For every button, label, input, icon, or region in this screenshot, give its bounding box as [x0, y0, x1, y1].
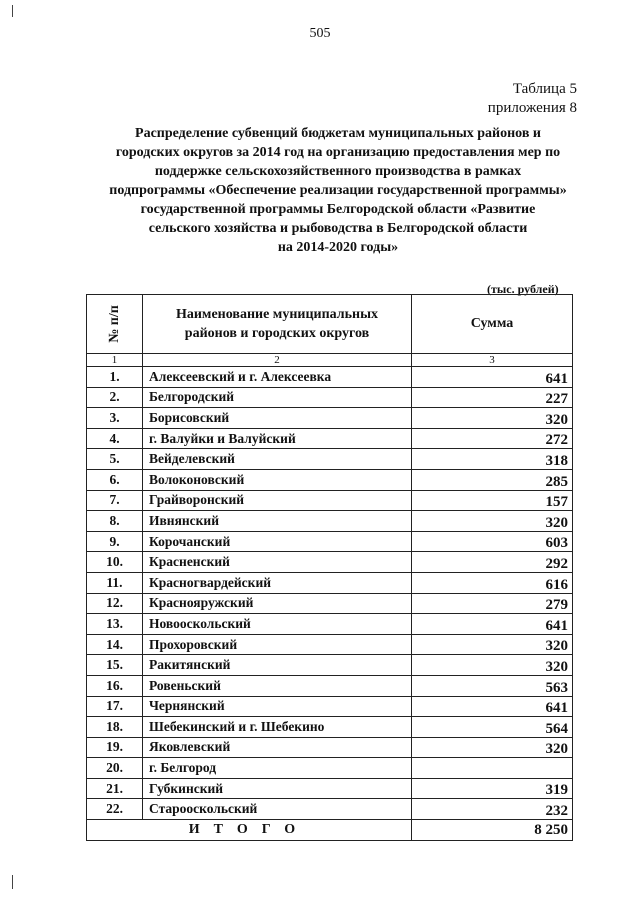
row-num: 1.	[87, 367, 143, 388]
row-sum: 272	[412, 428, 573, 449]
table-row	[87, 675, 573, 696]
table-row	[87, 614, 573, 635]
title-line: сельского хозяйства и рыбоводства в Белгородской области	[148, 221, 528, 236]
row-name: Яковлевский	[143, 737, 412, 758]
row-num: 10.	[87, 552, 143, 573]
row-name: Волоконовский	[143, 469, 412, 490]
row-num: 3.	[87, 408, 143, 429]
row-num: 21.	[87, 778, 143, 799]
row-num: 9.	[87, 531, 143, 552]
scan-edge-mark	[12, 5, 13, 17]
table-row	[87, 799, 573, 820]
row-sum: 320	[412, 634, 573, 655]
row-name: Губкинский	[143, 778, 412, 799]
row-sum: 285	[412, 469, 573, 490]
row-num: 17.	[87, 696, 143, 717]
row-sum: 563	[412, 675, 573, 696]
table-row	[87, 511, 573, 532]
table-row	[87, 655, 573, 676]
row-name: Алексеевский и г. Алексеевка	[143, 367, 412, 388]
row-num: 14.	[87, 634, 143, 655]
row-name: Красненский	[143, 552, 412, 573]
table-row	[87, 449, 573, 470]
row-name: г. Валуйки и Валуйский	[143, 428, 412, 449]
table-row	[87, 387, 573, 408]
table-row	[87, 408, 573, 429]
column-index: 3	[412, 354, 573, 367]
row-sum: 227	[412, 387, 573, 408]
row-sum: 232	[412, 799, 573, 820]
table-ref-line2: приложения 8	[487, 100, 577, 116]
row-sum: 292	[412, 552, 573, 573]
title-line: подпрограммы «Обеспечение реализации государственной программы»	[109, 183, 567, 198]
total-row	[87, 820, 573, 841]
row-num: 6.	[87, 469, 143, 490]
row-name: Новооскольский	[143, 614, 412, 635]
row-name: Вейделевский	[143, 449, 412, 470]
row-name: Красногвардейский	[143, 572, 412, 593]
table-row	[87, 593, 573, 614]
total-sum: 8 250	[412, 820, 573, 841]
row-sum: 279	[412, 593, 573, 614]
row-num: 16.	[87, 675, 143, 696]
row-num: 12.	[87, 593, 143, 614]
row-name: Ракитянский	[143, 655, 412, 676]
table-row	[87, 758, 573, 779]
row-name: Краснояружский	[143, 593, 412, 614]
total-label: ИТОГО	[87, 820, 412, 841]
row-name: Белгородский	[143, 387, 412, 408]
unit-label: (тыс. рублей)	[487, 282, 559, 296]
header-name-line2: районов и городских округов	[184, 326, 370, 341]
table-row	[87, 634, 573, 655]
document-title	[88, 124, 588, 257]
row-sum: 320	[412, 737, 573, 758]
row-num: 2.	[87, 387, 143, 408]
page-number: 505	[309, 26, 331, 41]
subvention-table	[86, 294, 573, 841]
table-row	[87, 717, 573, 738]
row-num: 22.	[87, 799, 143, 820]
title-line: Распределение субвенций бюджетам муниципальных районов и	[135, 126, 541, 141]
table-ref-line1: Таблица 5	[512, 81, 577, 97]
row-name: Борисовский	[143, 408, 412, 429]
row-sum: 641	[412, 614, 573, 635]
row-sum: 318	[412, 449, 573, 470]
row-num: 11.	[87, 572, 143, 593]
row-num: 7.	[87, 490, 143, 511]
row-name: г. Белгород	[143, 758, 412, 779]
header-num-label: № п/п	[106, 305, 122, 343]
title-line: городских округов за 2014 год на организацию предоставления мер по	[115, 145, 561, 160]
table-row	[87, 367, 573, 388]
row-sum: 157	[412, 490, 573, 511]
column-index: 1	[87, 354, 143, 367]
table-reference	[488, 80, 577, 118]
table-row	[87, 572, 573, 593]
row-name: Грайворонский	[143, 490, 412, 511]
table-body	[87, 367, 573, 820]
row-name: Ровеньский	[143, 675, 412, 696]
header-sum: Сумма	[412, 295, 573, 354]
row-name: Корочанский	[143, 531, 412, 552]
row-num: 8.	[87, 511, 143, 532]
table-row	[87, 552, 573, 573]
table-row	[87, 490, 573, 511]
row-name: Прохоровский	[143, 634, 412, 655]
row-num: 5.	[87, 449, 143, 470]
table-row	[87, 428, 573, 449]
title-line: поддержке сельскохозяйственного производства в рамках	[154, 164, 522, 179]
row-sum: 641	[412, 696, 573, 717]
header-row	[87, 295, 573, 354]
row-sum	[412, 758, 573, 779]
row-sum: 616	[412, 572, 573, 593]
row-sum: 319	[412, 778, 573, 799]
row-name: Шебекинский и г. Шебекино	[143, 717, 412, 738]
row-name: Чернянский	[143, 696, 412, 717]
row-num: 15.	[87, 655, 143, 676]
row-sum: 603	[412, 531, 573, 552]
header-name-line1: Наименование муниципальных	[175, 307, 379, 322]
header-num	[87, 295, 143, 354]
row-num: 19.	[87, 737, 143, 758]
row-num: 13.	[87, 614, 143, 635]
row-sum: 320	[412, 655, 573, 676]
row-sum: 320	[412, 408, 573, 429]
table-row	[87, 531, 573, 552]
row-sum: 564	[412, 717, 573, 738]
row-sum: 320	[412, 511, 573, 532]
row-name: Старооскольский	[143, 799, 412, 820]
column-index-row	[87, 354, 573, 367]
title-line: на 2014-2020 годы»	[277, 240, 399, 255]
header-name	[143, 295, 412, 354]
row-sum: 641	[412, 367, 573, 388]
row-num: 20.	[87, 758, 143, 779]
row-num: 4.	[87, 428, 143, 449]
row-name: Ивнянский	[143, 511, 412, 532]
table-row	[87, 737, 573, 758]
scan-edge-mark	[12, 875, 13, 889]
row-num: 18.	[87, 717, 143, 738]
table-row	[87, 778, 573, 799]
column-index: 2	[143, 354, 412, 367]
table-row	[87, 696, 573, 717]
title-line: государственной программы Белгородской области «Развитие	[140, 202, 536, 217]
table-row	[87, 469, 573, 490]
